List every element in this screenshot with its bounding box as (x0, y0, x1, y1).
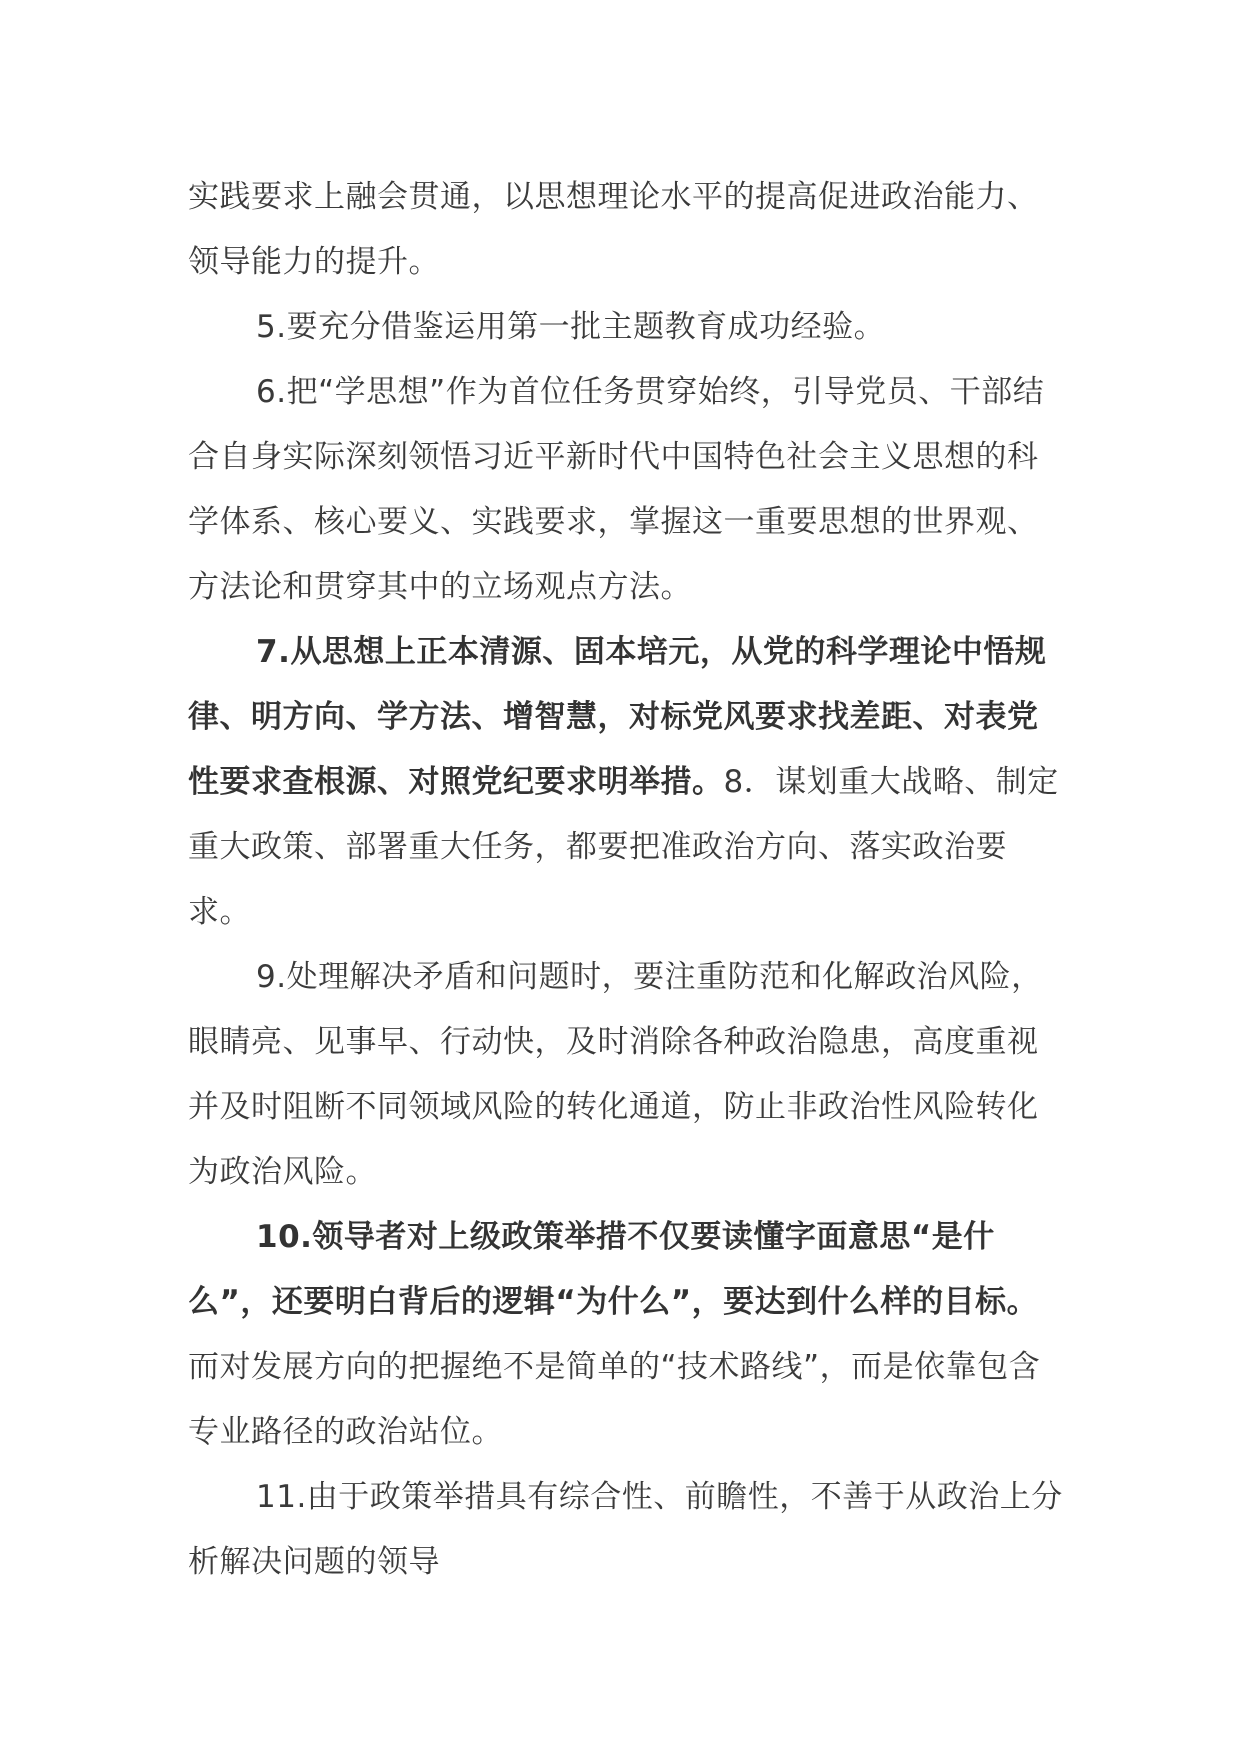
bold-text-run: 10.领导者对上级政策举措不仅要读懂字面意思“是什么”，还要明白背后的逻辑“为什么”，要达到什么样的目标。 (188, 1219, 1039, 1320)
text-run: 9.处理解决矛盾和问题时，要注重防范和化解政治风险，眼睛亮、见事早、行动快，及时消除各种政治隐患，高度重视并及时阻断不同领域风险的转化通道，防止非政治性风险转化为政治风险。 (188, 959, 1043, 1190)
text-run: 8．谋划重大战略、制定重大政策、部署重大任务，都要把准政治方向、落实政治要求。 (188, 764, 1059, 930)
paragraph-6 (188, 360, 1068, 620)
document-body (188, 165, 1068, 1595)
paragraph-9 (188, 945, 1068, 1205)
text-run: 实践要求上融会贯通，以思想理论水平的提高促进政治能力、领导能力的提升。 (188, 179, 1039, 280)
text-run: 11.由于政策举措具有综合性、前瞻性，不善于从政治上分析解决问题的领导 (188, 1479, 1063, 1580)
paragraph-7 (188, 620, 1068, 945)
text-run: 而对发展方向的把握绝不是简单的“技术路线”，而是依靠包含专业路径的政治站位。 (188, 1349, 1041, 1450)
bold-text-run: 7.从思想上正本清源、固本培元，从党的科学理论中悟规律、明方向、学方法、增智慧，对标党风要求找差距、对表党性要求查根源、对照党纪要求明举措。 (188, 634, 1047, 800)
paragraph-continued (188, 165, 1068, 295)
text-run: 5.要充分借鉴运用第一批主题教育成功经验。 (256, 309, 886, 345)
paragraph-5 (188, 295, 1068, 360)
paragraph-10 (188, 1205, 1068, 1465)
paragraph-11 (188, 1465, 1068, 1595)
text-run: 6.把“学思想”作为首位任务贯穿始终，引导党员、干部结合自身实际深刻领悟习近平新时代中国特色社会主义思想的科学体系、核心要义、实践要求，掌握这一重要思想的世界观、方法论和贯穿其中的立场观点方法。 (188, 374, 1045, 605)
